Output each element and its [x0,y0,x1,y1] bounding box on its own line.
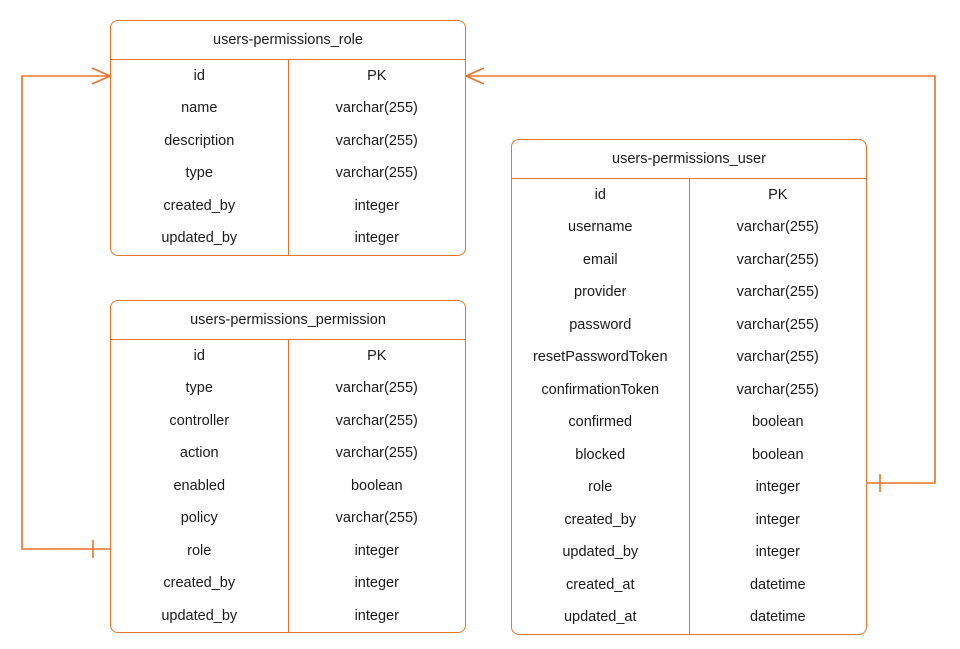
table-row[interactable] [512,341,866,374]
table-row[interactable] [111,372,465,405]
column-name: id [111,340,288,373]
column-type: boolean [350,477,403,494]
column-type: varchar(255) [335,165,418,181]
table-row[interactable] [111,157,465,190]
column-type: varchar(255) [335,445,418,461]
table-row[interactable] [512,406,866,439]
column-name: updated_at [512,601,689,634]
entity-users-permissions_role[interactable] [110,20,466,256]
column-type: integer [755,544,800,560]
column-type: datetime [749,576,806,593]
column-name: confirmationToken [512,374,689,407]
column-name: updated_by [111,600,288,633]
column-type: varchar(255) [736,284,819,300]
table-row[interactable] [111,340,465,373]
table-row[interactable] [512,179,866,212]
column-name: controller [111,405,288,438]
column-type: varchar(255) [736,381,819,398]
table-row[interactable] [111,437,465,470]
column-name: blocked [512,439,689,472]
column-name: email [512,244,689,277]
entity-title: users-permissions_user [512,140,866,179]
table-row[interactable] [111,535,465,568]
column-type: integer [354,607,399,624]
column-name: resetPasswordToken [512,341,689,374]
column-type: varchar(255) [335,132,418,149]
table-row[interactable] [512,374,866,407]
table-row[interactable] [512,601,866,634]
column-name: id [111,60,288,93]
column-type: varchar(255) [736,219,819,235]
column-name: description [111,125,288,158]
column-name: policy [111,502,288,535]
arrow-role-left [92,68,110,84]
column-type: varchar(255) [335,100,418,116]
column-name: created_at [512,569,689,602]
entity-users-permissions_permission[interactable] [110,300,466,633]
column-type: integer [354,197,399,214]
column-type: integer [354,542,399,559]
table-row[interactable] [512,569,866,602]
table-row[interactable] [512,471,866,504]
table-row[interactable] [111,405,465,438]
table-row[interactable] [111,60,465,93]
column-type: datetime [749,609,806,625]
table-row[interactable] [111,92,465,125]
column-name: action [111,437,288,470]
table-row[interactable] [512,211,866,244]
column-name: type [111,372,288,405]
column-type: varchar(255) [335,510,418,526]
column-name: name [111,92,288,125]
column-name: confirmed [512,406,689,439]
column-type: integer [354,230,399,246]
table-row[interactable] [111,125,465,158]
table-row[interactable] [512,309,866,342]
table-row[interactable] [111,567,465,600]
column-type: varchar(255) [736,349,819,365]
entity-columns [512,179,866,634]
entity-users-permissions_user[interactable] [511,139,867,635]
column-name: created_by [111,190,288,223]
table-row[interactable] [512,439,866,472]
entity-title: users-permissions_role [111,21,465,60]
column-name: type [111,157,288,190]
table-row[interactable] [512,244,866,277]
table-row[interactable] [111,222,465,255]
column-type: varchar(255) [736,316,819,333]
column-type: integer [755,479,800,495]
column-name: updated_by [111,222,288,255]
column-name: password [512,309,689,342]
entity-title: users-permissions_permission [111,301,465,340]
table-row[interactable] [111,470,465,503]
entity-columns [111,60,465,255]
column-type: PK [367,67,387,84]
column-name: id [512,179,689,212]
column-name: updated_by [512,536,689,569]
column-name: provider [512,276,689,309]
column-name: role [111,535,288,568]
column-type: integer [354,575,399,591]
table-row[interactable] [512,504,866,537]
column-type: varchar(255) [335,412,418,429]
column-name: role [512,471,689,504]
column-type: PK [768,186,788,203]
column-name: username [512,211,689,244]
column-type: integer [755,511,800,528]
table-row[interactable] [512,276,866,309]
table-row[interactable] [512,536,866,569]
connector-role-permission [22,76,110,549]
column-name: created_by [111,567,288,600]
table-row[interactable] [111,600,465,633]
table-row[interactable] [111,502,465,535]
entity-columns [111,340,465,633]
column-name: enabled [111,470,288,503]
column-type: boolean [751,446,804,463]
arrow-role-right [466,68,484,84]
column-name: created_by [512,504,689,537]
column-type: PK [367,347,387,364]
column-type: varchar(255) [335,380,418,396]
table-row[interactable] [111,190,465,223]
column-type: boolean [751,414,804,430]
column-type: varchar(255) [736,251,819,268]
